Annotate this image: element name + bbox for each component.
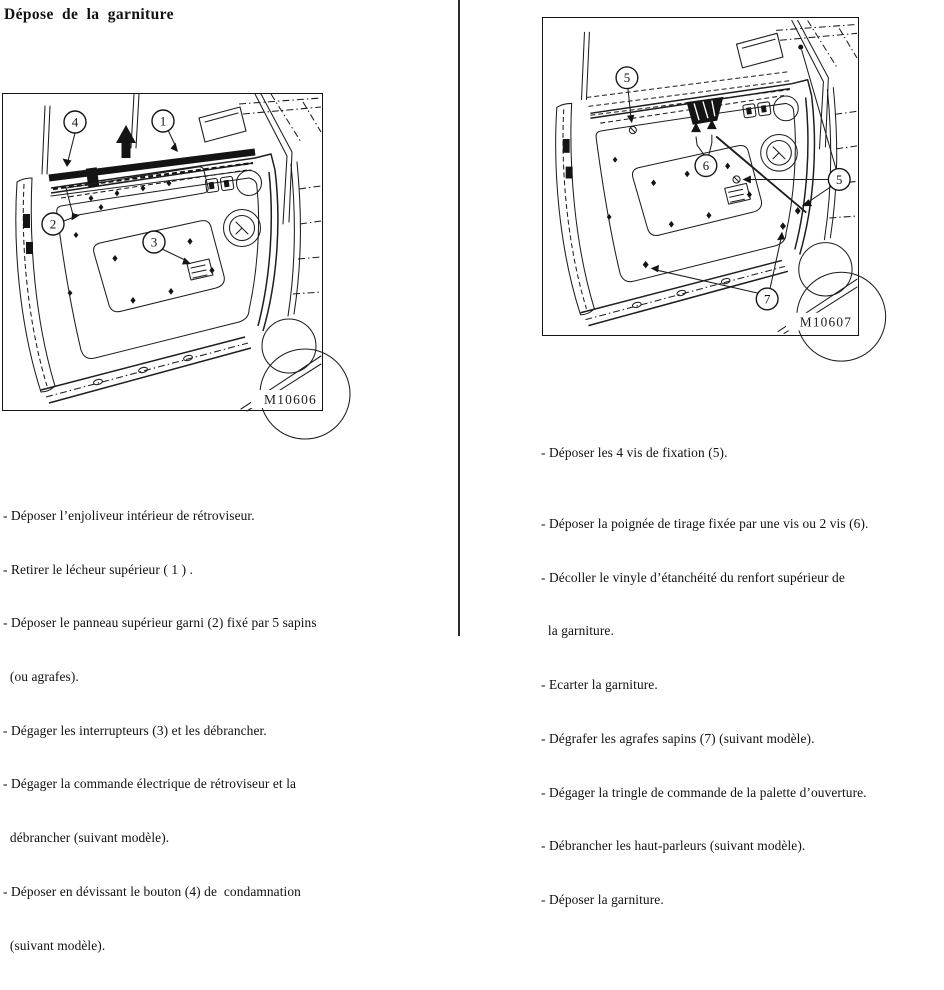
instruction-line: - Déposer la garniture. (541, 892, 664, 908)
instruction-line: - Déposer les 4 vis de fixation (5). (541, 444, 728, 460)
svg-text:7: 7 (763, 292, 771, 307)
instruction-line: - Déposer le panneau supérieur garni (2) fixé par 5 sapins (3, 615, 317, 631)
instruction-line: débrancher (suivant modèle). (3, 830, 170, 846)
instruction-line: la garniture. (541, 623, 614, 639)
instruction-line: - Ecarter la garniture. (541, 677, 658, 693)
svg-text:4: 4 (71, 114, 79, 130)
svg-text:5: 5 (836, 172, 843, 187)
instruction-line: (suivant modèle). (3, 937, 106, 953)
column-divider (458, 0, 460, 636)
instruction-line: - Dégager la tringle de commande de la palette d’ouverture. (541, 784, 867, 800)
callout-4 (63, 111, 87, 167)
callout-7 (643, 222, 786, 309)
pull-handle-recess (687, 98, 723, 125)
figure-right-ref: M10607 (799, 314, 853, 330)
callout-3 (143, 231, 191, 265)
callout-1 (152, 110, 178, 152)
instruction-line: - Déposer la poignée de tirage fixée par une vis ou 2 vis (6). (541, 516, 869, 532)
instruction-line: - Déposer l’enjoliveur intérieur de rétroviseur. (3, 507, 255, 523)
svg-text:6: 6 (702, 159, 710, 174)
svg-text:3: 3 (150, 234, 158, 250)
figure-right-frame (542, 17, 859, 336)
instruction-line: - Dégager les interrupteurs (3) et les débrancher. (3, 722, 267, 738)
callout-5-top (616, 67, 638, 134)
instruction-line: - Dégager la commande électrique de rétroviseur et la (3, 776, 297, 792)
svg-text:1: 1 (159, 113, 167, 129)
instructions-left (3, 471, 317, 990)
instruction-line: - Débrancher les haut-parleurs (suivant modèle). (541, 838, 806, 854)
removal-direction-arrow (116, 125, 136, 158)
callout-2 (42, 213, 80, 235)
svg-text:5: 5 (623, 71, 631, 86)
svg-text:2: 2 (49, 216, 57, 232)
instruction-line: - Retirer le lécheur supérieur ( 1 ) . (3, 561, 194, 577)
instruction-line: (ou agrafes). (3, 668, 79, 684)
instruction-line: - Dégrafer les agrafes sapins (7) (suivant modèle). (541, 730, 815, 746)
callout-6 (691, 119, 717, 176)
instructions-right (541, 408, 868, 945)
figure-left-frame (2, 93, 323, 411)
callout-5-right (733, 45, 850, 215)
figure-left-door-diagram (3, 94, 322, 410)
figure-left-ref: M10606 (264, 392, 317, 407)
figure-right-door-diagram (543, 18, 858, 335)
page-title: Dépose de la garniture (4, 6, 174, 23)
instruction-line: - Décoller le vinyle d’étanchéité du renfort supérieur de (541, 569, 845, 585)
instruction-line: - Déposer en dévissant le bouton (4) de condamnation (3, 883, 301, 899)
